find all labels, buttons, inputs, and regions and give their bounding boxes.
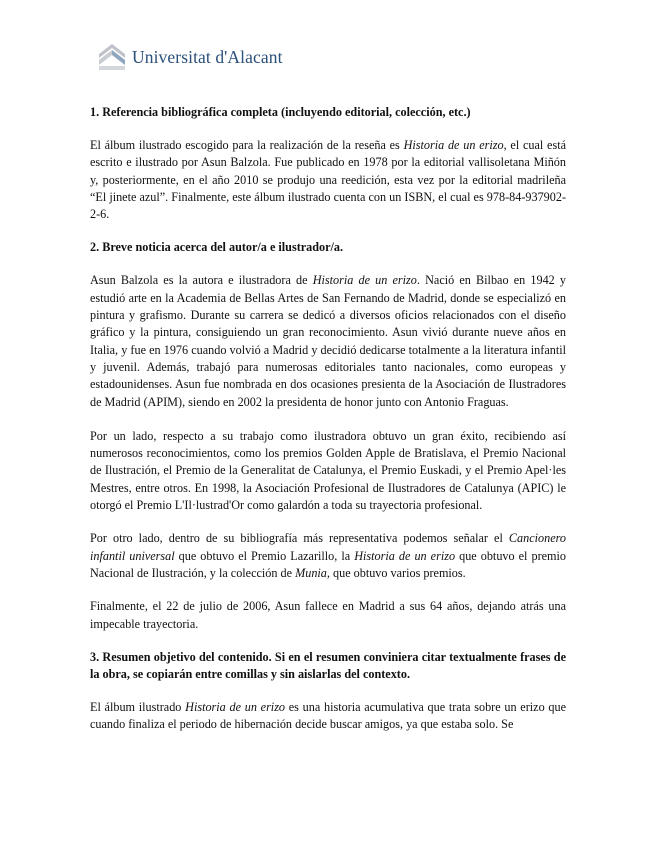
logo-text: Universitat d'Alacant	[132, 46, 283, 67]
section-1-heading: 1. Referencia bibliográfica completa (incluyendo editorial, colección, etc.)	[90, 105, 471, 119]
university-emblem-icon	[96, 42, 126, 72]
book-title: Historia de un erizo	[403, 138, 504, 152]
book-title: Munia,	[295, 565, 330, 580]
document-body	[90, 104, 566, 749]
section-1-paragraph: El álbum ilustrado escogido para la realización de la reseña es Historia de un erizo, el cual está escrito e ilustrado por Asun Balzola. Fue publicado en 1978 por la editorial vallisoletana Miñón y, posteriormente, en el año 2010 se produjo una reedición, esta vez por la editorial madrileña “El jinete azul”. Finalmente, este álbum ilustrado cuenta con un ISBN, el cual es 978-84-937902-2-6.	[90, 138, 567, 222]
university-logo	[96, 42, 283, 72]
section-3-paragraph: El álbum ilustrado Historia de un erizo es una historia acumulativa que trata sobre un erizo que cuando finaliza el periodo de hibernación decide buscar amigos, ya que estaba solo. Se	[90, 699, 566, 732]
section-2-paragraph-2: Por un lado, respecto a su trabajo como ilustradora obtuvo un gran éxito, recibiendo así numerosos reconocimientos, como los premios Golden Apple de Bratislava, el Premio Nacional de Ilustración, el Premio de la Generalitat de Catalunya, el Premio Euskadi, y el Premio Apel·les Mestres, entre otros. En 1998, la Asociación Profesional de Ilustradores de Catalunya (APIC) le otorgó el Premio L'Il·lustrad'Or como galardón a toda su trayectoria profesional.	[90, 428, 566, 513]
book-title: Cancionero infantil universal	[90, 531, 566, 563]
section-2-heading: 2. Breve noticia acerca del autor/a e ilustrador/a.	[90, 240, 344, 255]
book-title: Historia de un erizo	[354, 548, 456, 563]
section-2-paragraph-4: Finalmente, el 22 de julio de 2006, Asun fallece en Madrid a sus 64 años, dejando atrás una impecable trayectoria.	[90, 599, 566, 631]
book-title: Historia de un erizo	[185, 699, 286, 714]
section-2-paragraph-3: Por otro lado, dentro de su bibliografía más representativa podemos señalar el Cancionero infantil universal que obtuvo el Premio Lazarillo, la Historia de un erizo que obtuvo el premio Nacional de Ilustración, y la colección de Munia, que obtuvo varios premios.	[90, 531, 567, 580]
section-3-heading: 3. Resumen objetivo del contenido. Si en el resumen conviniera citar textualmente frases de la obra, se copiarán entre comillas y sin aislarlas del contexto.	[90, 649, 566, 681]
book-title: Historia de un erizo	[312, 273, 417, 288]
section-2-paragraph-1: Asun Balzola es la autora e ilustradora de Historia de un erizo. Nació en Bilbao en 1942 y estudió arte en la Academia de Bellas Artes de San Fernando de Madrid, donde se especializó en pintura y grafismo. Durante su carrera se dedicó a diversos oficios relacionados con el diseño gráfico y la pintura, consiguiendo un gran reconocimiento. Asun vivió durante nueve años en Italia, y fue en 1976 cuando volvió a Madrid y decidió dedicarse totalmente a la literatura infantil y juvenil. Además, trabajó para numerosas editoriales tanto nacionales, como europeas y estadounidenses. Asun fue nombrada en dos ocasiones presienta de la Asociación de Ilustradores de Madrid (APIM), siendo en 2002 la presidenta de honor junto con Antonio Fraguas.	[90, 273, 567, 409]
